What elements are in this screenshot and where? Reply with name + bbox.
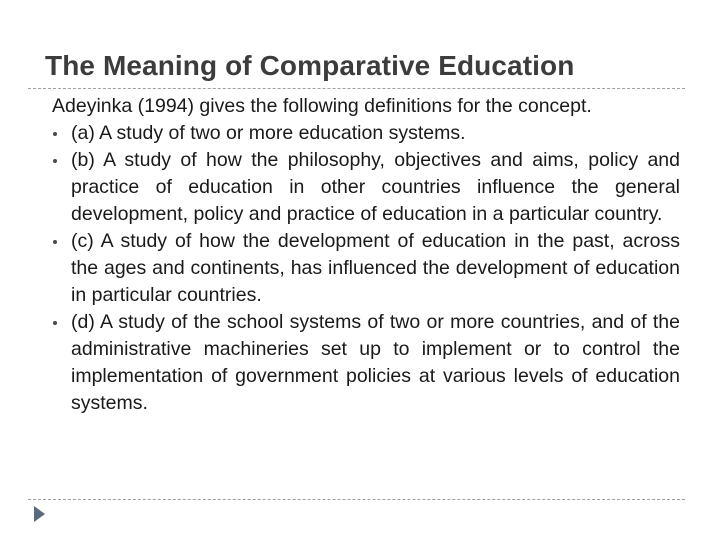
slide-content <box>52 93 680 417</box>
list-item-text: (d) A study of the school systems of two or more countries, and of the administrative machineries set up to implement or to control the implementation of government policies at various levels of education systems. <box>71 311 680 414</box>
list-item-text: (c) A study of how the development of education in the past, across the ages and continents, has influenced the development of education in particular countries. <box>71 230 680 306</box>
footer-divider <box>28 499 685 500</box>
nav-arrow-icon[interactable] <box>34 506 45 522</box>
list-item <box>52 120 680 147</box>
bullet-dot-icon <box>53 240 57 244</box>
list-item-text: (b) A study of how the philosophy, objectives and aims, policy and practice of education in other countries influence the general development, policy and practice of education in a particular country. <box>71 149 680 225</box>
bullet-dot-icon <box>53 132 57 136</box>
slide-title: The Meaning of Comparative Education <box>45 50 575 81</box>
bullet-dot-icon <box>53 159 57 163</box>
title-divider <box>28 88 685 89</box>
intro-text: Adeyinka (1994) gives the following definitions for the concept. <box>52 95 592 117</box>
list-item <box>52 147 680 228</box>
list-item-text: (a) A study of two or more education systems. <box>71 122 466 144</box>
list-item <box>52 309 680 417</box>
list-item <box>52 228 680 309</box>
definition-list <box>52 120 680 417</box>
bullet-dot-icon <box>53 321 57 325</box>
